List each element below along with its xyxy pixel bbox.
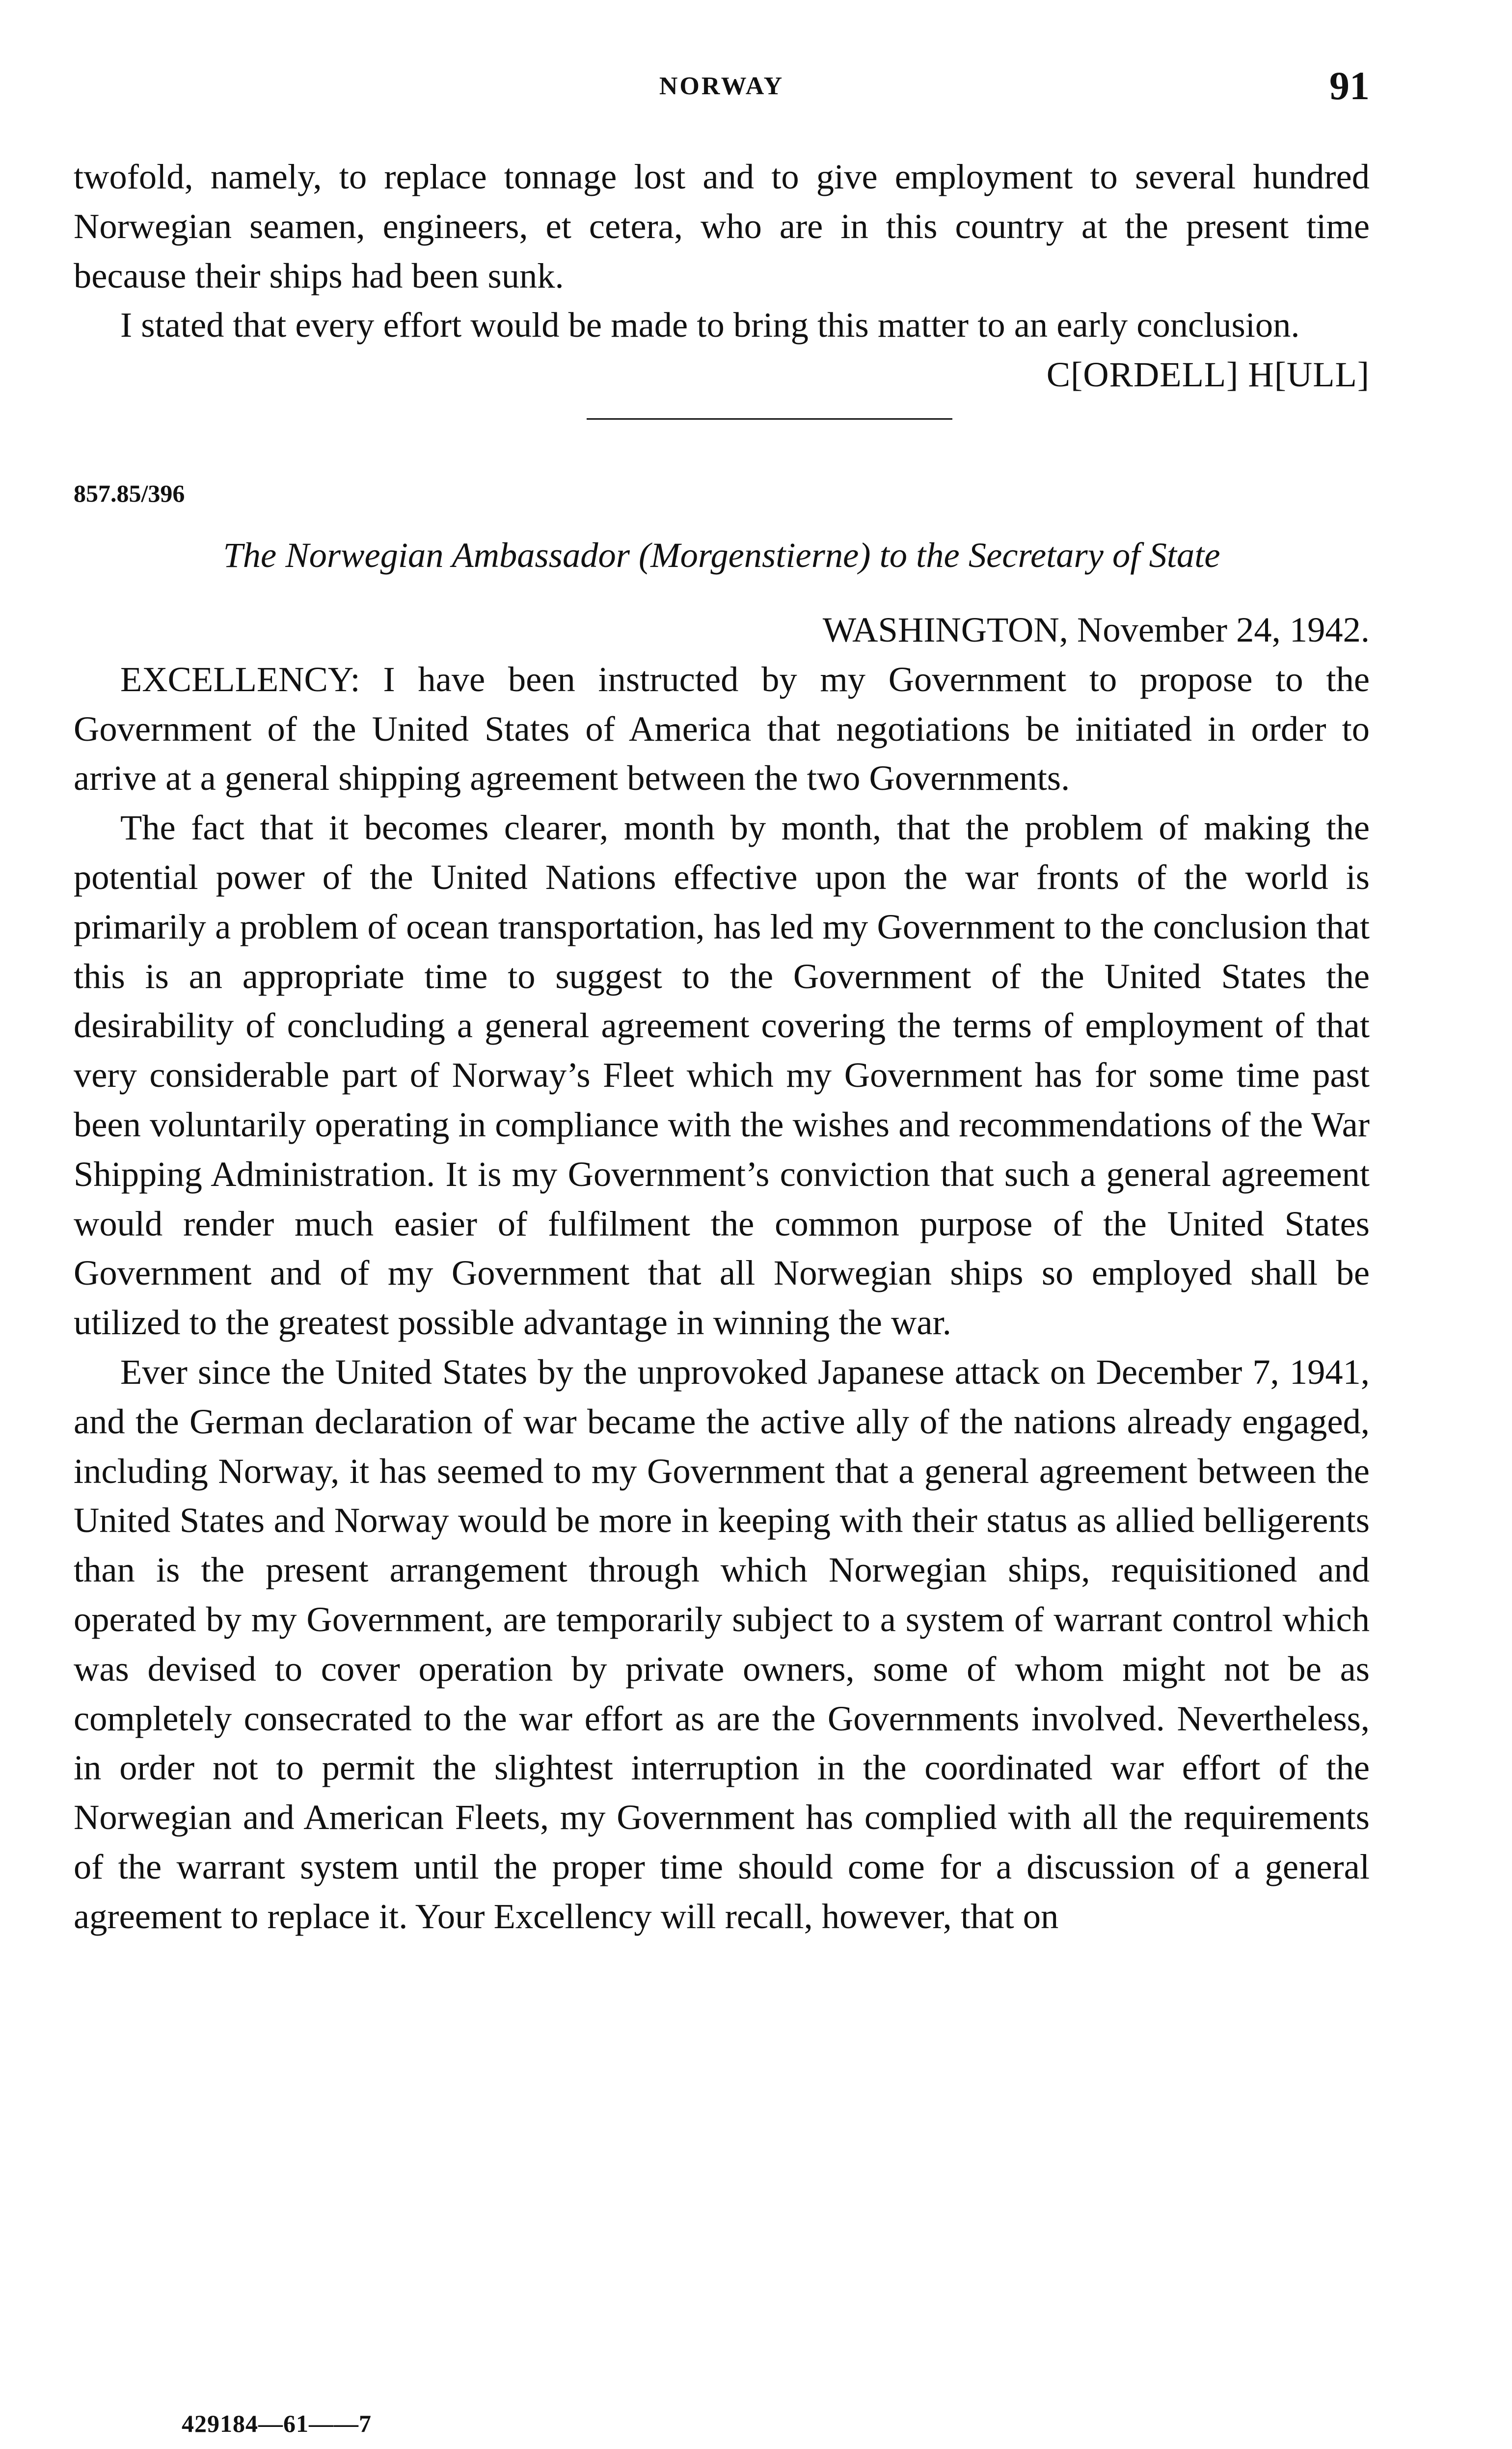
section-divider bbox=[587, 418, 952, 420]
letter-paragraph: EXCELLENCY: I have been instructed by my Government to propose to the Government of the United States of America that negotiations be initiated in order to arrive at a general shipping agreement between the two Governments. bbox=[74, 659, 1370, 798]
continuation-paragraph: twofold, namely, to replace tonnage lost and to give employment to several hundred Norwegian seamen, engineers, et cetera, who are in this country at the present time because their ships had been sunk. bbox=[74, 157, 1370, 296]
page-body bbox=[74, 152, 1370, 1941]
signature: C[ORDELL] H[ULL] bbox=[1046, 354, 1370, 395]
dateline: WASHINGTON, November 24, 1942. bbox=[822, 609, 1370, 649]
page-header bbox=[74, 63, 1370, 107]
document-page bbox=[74, 0, 1370, 2449]
page-number: 91 bbox=[1329, 63, 1370, 108]
letter-paragraph: The fact that it becomes clearer, month by month, that the problem of making the potential power of the United Nations effective upon the war fronts of the world is primarily a problem of ocean transportation, has led my Government to the conclusion that this is an appropriate time to suggest to the Government of the United States the desirability of concluding a general agreement covering the terms of employment of that very considerable part of Norway’s Fleet which my Government has for some time past been voluntarily operating in compliance with the wishes and recommendations of the War Shipping Administration. It is my Government’s conviction that such a general agreement would render much easier of fulfilment the common purpose of the United States Government and of my Government that all Norwegian ships so employed shall be utilized to the greatest possible advantage in winning the war. bbox=[74, 807, 1370, 1343]
running-head: NORWAY bbox=[659, 72, 784, 100]
document-title: The Norwegian Ambassador (Morgenstierne) to the Secretary of State bbox=[223, 535, 1220, 575]
print-code: 429184—61——7 bbox=[182, 2410, 372, 2437]
continuation-paragraph: I stated that every effort would be made to bring this matter to an early conclusion. bbox=[120, 305, 1300, 345]
file-number: 857.85/396 bbox=[74, 479, 185, 507]
letter-paragraph: Ever since the United States by the unprovoked Japanese attack on December 7, 1941, and the German declaration of war became the active ally of the nations already engaged, including Norway, it has seemed to my Government that a general agreement between the United States and Norway would be more in keeping with their status as allied belligerents than is the present arrangement through which Norwegian ships, requisitioned and operated by my Government, are temporarily subject to a system of warrant control which was devised to cover operation by private owners, some of whom might not be as completely consecrated to the war effort as are the Governments involved. Nevertheless, in order not to permit the slightest interruption in the coordinated war effort of the Norwegian and American Fleets, my Government has complied with all the requirements of the warrant system until the proper time should come for a discussion of a general agreement to replace it. Your Excellency will recall, however, that on bbox=[74, 1351, 1370, 1936]
